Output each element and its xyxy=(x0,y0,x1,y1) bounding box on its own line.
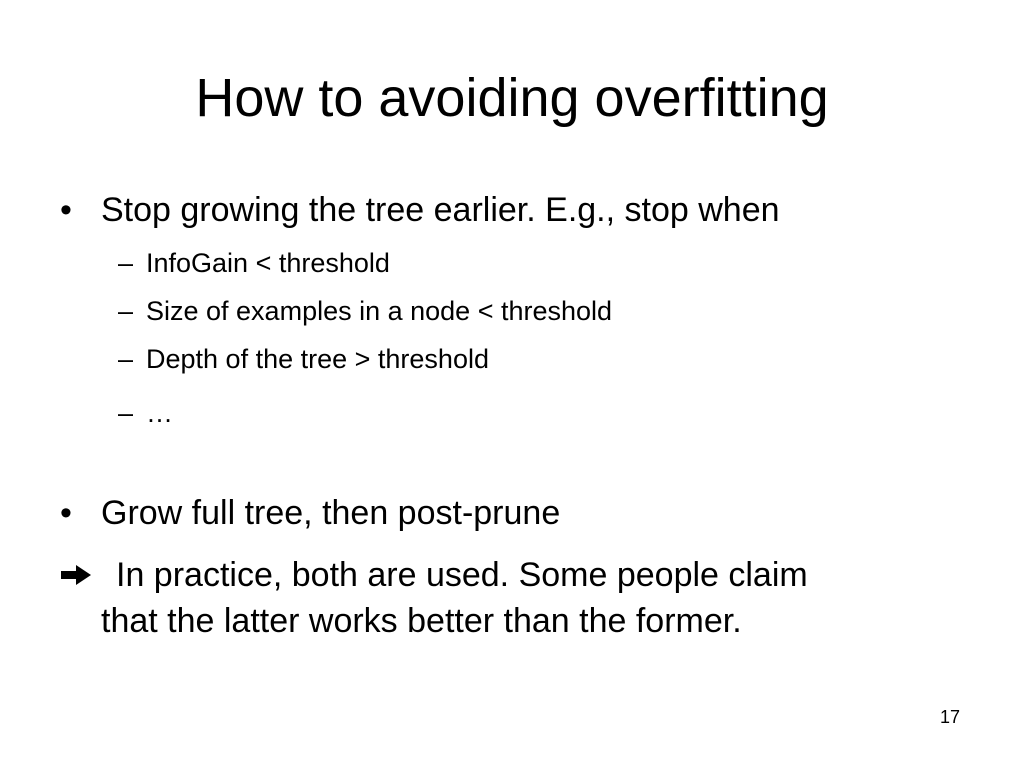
conclusion-line-2: that the latter works better than the former. xyxy=(101,602,742,640)
dash-icon: – xyxy=(118,248,134,278)
bullet-icon: • xyxy=(60,191,72,229)
sub-bullet-text: … xyxy=(146,398,173,428)
bullet-icon: • xyxy=(60,494,72,532)
sub-bullet-text: Size of examples in a node < threshold xyxy=(146,296,613,326)
conclusion-line-1: In practice, both are used. Some people claim xyxy=(116,556,808,594)
sub-bullet-text: InfoGain < threshold xyxy=(146,248,390,278)
bullet-text: Stop growing the tree earlier. E.g., stop when xyxy=(101,191,780,229)
dash-icon: – xyxy=(118,344,134,374)
slide-title: How to avoiding overfitting xyxy=(195,68,829,128)
bullet-text: Grow full tree, then post-prune xyxy=(101,494,561,532)
right-arrow-icon xyxy=(60,564,92,586)
dash-icon: – xyxy=(118,398,134,428)
dash-icon: – xyxy=(118,296,134,326)
page-number: 17 xyxy=(939,707,961,727)
sub-bullet-text: Depth of the tree > threshold xyxy=(146,344,489,374)
